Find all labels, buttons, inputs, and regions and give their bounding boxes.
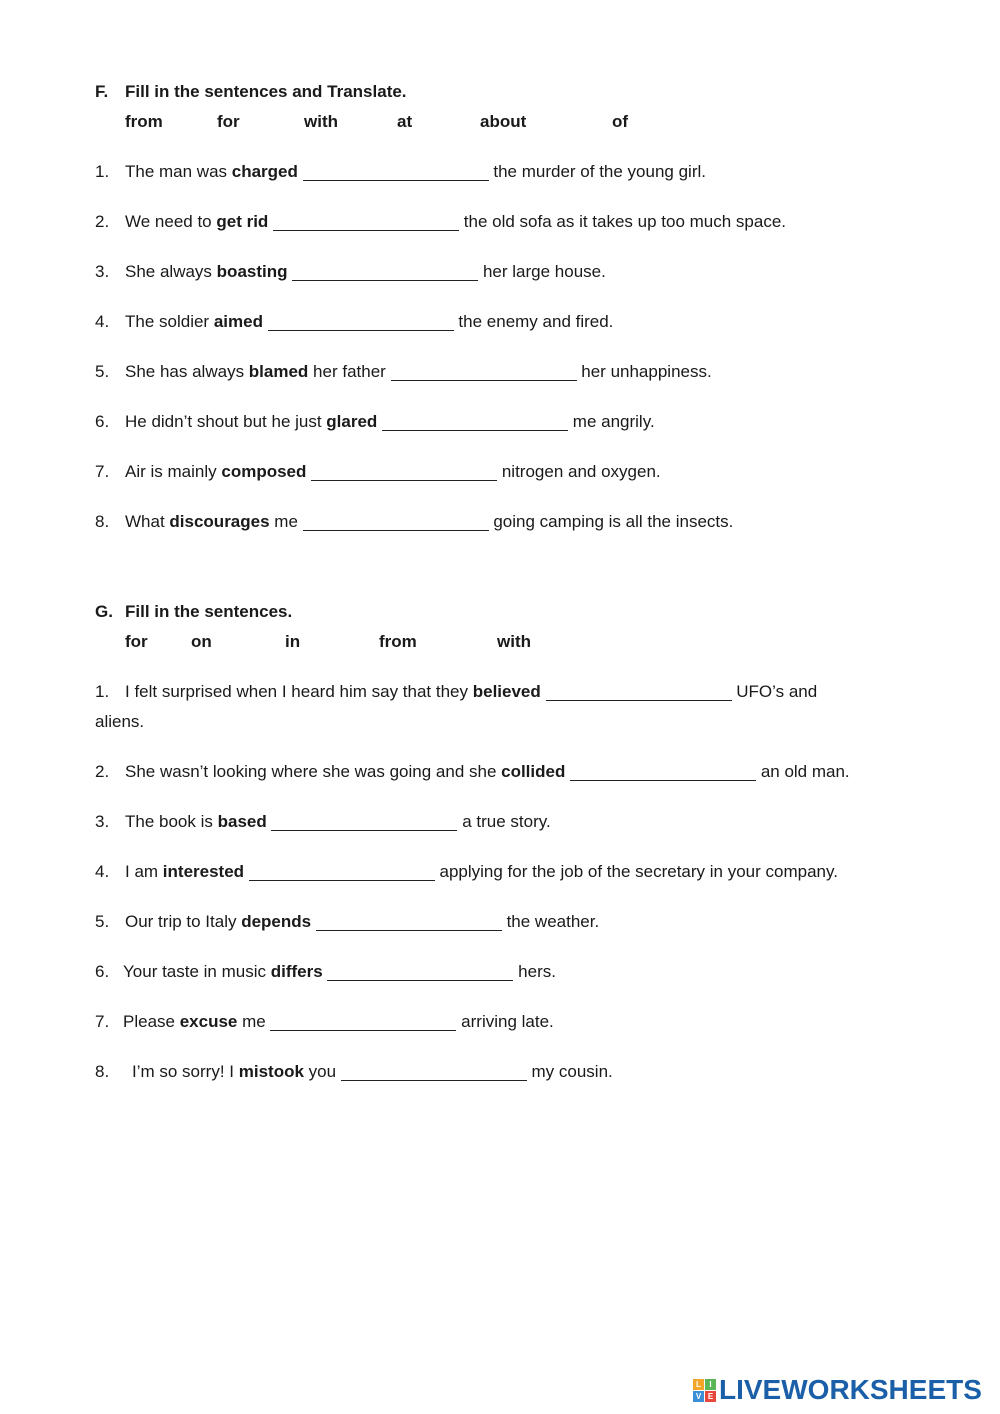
wordbank-word: in	[285, 632, 301, 651]
section-f-wordbank	[95, 111, 695, 133]
item-number: 7.	[95, 462, 110, 481]
answer-blank	[303, 511, 489, 533]
item-keyword: blamed	[248, 362, 309, 381]
answer-blank	[249, 861, 435, 883]
section-g-title	[95, 601, 292, 623]
answer-blank	[316, 911, 502, 933]
exercise-item	[95, 761, 850, 783]
item-text-after: the weather.	[501, 912, 600, 931]
item-keyword: glared	[326, 412, 378, 431]
answer-blank	[270, 1011, 456, 1033]
answer-blank	[327, 961, 513, 983]
answer-blank	[268, 311, 454, 333]
item-number: 8.	[95, 512, 110, 531]
logo-mark-letter: V	[693, 1391, 704, 1402]
item-text-before: Please	[123, 1012, 180, 1031]
exercise-item	[95, 961, 556, 983]
item-keyword: discourages	[169, 512, 270, 531]
item-text-after: the old sofa as it takes up too much space.	[459, 212, 787, 231]
item-text-after: applying for the job of the secretary in your company.	[434, 862, 838, 881]
item-number: 1.	[95, 162, 110, 181]
item-keyword: get rid	[216, 212, 269, 231]
exercise-item	[95, 161, 706, 183]
item-text-after: arriving late.	[456, 1012, 554, 1031]
exercise-item	[95, 1061, 613, 1083]
item-text-before: The book is	[125, 812, 218, 831]
exercise-item	[95, 911, 599, 933]
section-f-title-text: Fill in the sentences and Translate.	[125, 82, 407, 101]
answer-input[interactable]	[327, 962, 513, 981]
item-number: 2.	[95, 762, 110, 781]
section-g-letter: G.	[95, 602, 113, 621]
exercise-item	[95, 861, 838, 883]
exercise-item	[95, 361, 712, 383]
item-number: 3.	[95, 262, 110, 281]
item-text-after: hers.	[513, 962, 556, 981]
item-number: 3.	[95, 812, 110, 831]
wordbank-word: with	[304, 112, 338, 131]
answer-blank	[382, 411, 568, 433]
answer-input[interactable]	[271, 812, 457, 831]
answer-input[interactable]	[341, 1062, 527, 1081]
liveworksheets-logo	[693, 1376, 982, 1404]
item-keyword: collided	[501, 762, 566, 781]
item-text-before: She always	[125, 262, 217, 281]
exercise-item-continuation: aliens.	[95, 712, 145, 731]
wordbank-word: of	[612, 112, 629, 131]
answer-blank	[303, 161, 489, 183]
item-keyword: believed	[472, 682, 541, 701]
item-keyword: depends	[241, 912, 312, 931]
item-text-after: going camping is all the insects.	[488, 512, 734, 531]
section-g-title-text: Fill in the sentences.	[125, 602, 293, 621]
item-number: 7.	[95, 1012, 110, 1031]
exercise-item	[95, 811, 551, 833]
wordbank-word: at	[397, 112, 413, 131]
logo-mark-letter: L	[693, 1379, 704, 1390]
answer-input[interactable]	[316, 912, 502, 931]
item-text-after: UFO’s and	[731, 682, 818, 701]
answer-input[interactable]	[382, 412, 568, 431]
item-number: 4.	[95, 312, 110, 331]
item-text-middle: you	[303, 1062, 341, 1081]
item-keyword: boasting	[216, 262, 288, 281]
item-keyword: differs	[270, 962, 323, 981]
section-g-wordbank	[95, 631, 695, 653]
item-text-after: a true story.	[457, 812, 551, 831]
item-text-after: my cousin.	[526, 1062, 613, 1081]
answer-input[interactable]	[292, 262, 478, 281]
item-number: 6.	[95, 412, 110, 431]
item-number: 2.	[95, 212, 110, 231]
answer-blank	[391, 361, 577, 383]
answer-input[interactable]	[268, 312, 454, 331]
exercise-item	[95, 461, 661, 483]
item-text-after: the enemy and fired.	[453, 312, 614, 331]
item-text-middle: her father	[308, 362, 391, 381]
item-text-before: He didn’t shout but he just	[125, 412, 327, 431]
item-number: 5.	[95, 912, 110, 931]
item-text-after: the murder of the young girl.	[488, 162, 706, 181]
answer-input[interactable]	[270, 1012, 456, 1031]
item-text-after: me angrily.	[568, 412, 655, 431]
item-keyword: charged	[231, 162, 298, 181]
item-text-before: I felt surprised when I heard him say that they	[125, 682, 473, 701]
answer-blank	[341, 1061, 527, 1083]
exercise-item	[95, 411, 655, 433]
wordbank-word: from	[379, 632, 417, 651]
item-text-middle: me	[237, 1012, 271, 1031]
exercise-item	[95, 311, 613, 333]
item-text-before: I’m so sorry! I	[132, 1062, 239, 1081]
wordbank-word: from	[125, 112, 163, 131]
item-number: 4.	[95, 862, 110, 881]
wordbank-word: with	[497, 632, 531, 651]
item-text-after: her unhappiness.	[576, 362, 712, 381]
exercise-item	[95, 511, 733, 533]
answer-blank	[292, 261, 478, 283]
item-number: 1.	[95, 682, 110, 701]
item-text-before: Air is mainly	[125, 462, 222, 481]
answer-input[interactable]	[303, 512, 489, 531]
wordbank-word: about	[480, 112, 527, 131]
answer-blank	[570, 761, 756, 783]
logo-mark-icon	[693, 1379, 716, 1402]
answer-input[interactable]	[273, 212, 459, 231]
item-keyword: aimed	[213, 312, 263, 331]
exercise-item	[95, 681, 817, 703]
answer-input[interactable]	[391, 362, 577, 381]
item-text-before: The soldier	[125, 312, 214, 331]
item-text-after: nitrogen and oxygen.	[497, 462, 661, 481]
item-keyword: based	[217, 812, 267, 831]
answer-input[interactable]	[570, 762, 756, 781]
exercise-item	[95, 211, 786, 233]
item-keyword: mistook	[238, 1062, 304, 1081]
item-text-after: her large house.	[478, 262, 606, 281]
answer-blank	[546, 681, 732, 703]
item-text-before: Our trip to Italy	[125, 912, 242, 931]
logo-mark-letter: E	[705, 1391, 716, 1402]
exercise-item	[95, 261, 606, 283]
answer-input[interactable]	[303, 162, 489, 181]
logo-text: LIVEWORKSHEETS	[719, 1374, 982, 1405]
item-text-before: We need to	[125, 212, 217, 231]
item-text-before: She wasn’t looking where she was going and she	[125, 762, 502, 781]
answer-input[interactable]	[546, 682, 732, 701]
answer-blank	[273, 211, 459, 233]
item-keyword: interested	[162, 862, 245, 881]
logo-mark-letter: I	[705, 1379, 716, 1390]
answer-blank	[271, 811, 457, 833]
section-f-title	[95, 81, 407, 103]
wordbank-word: for	[125, 632, 148, 651]
answer-blank	[311, 461, 497, 483]
item-number: 5.	[95, 362, 110, 381]
answer-input[interactable]	[311, 462, 497, 481]
item-text-middle: me	[269, 512, 303, 531]
exercise-item	[95, 1011, 554, 1033]
wordbank-word: on	[191, 632, 212, 651]
item-keyword: composed	[221, 462, 307, 481]
item-keyword: excuse	[179, 1012, 238, 1031]
answer-input[interactable]	[249, 862, 435, 881]
item-number: 8.	[95, 1062, 110, 1081]
item-text-before: She has always	[125, 362, 249, 381]
wordbank-word: for	[217, 112, 240, 131]
item-text-after: an old man.	[756, 762, 850, 781]
item-text-before: The man was	[125, 162, 232, 181]
section-f-letter: F.	[95, 82, 109, 101]
item-number: 6.	[95, 962, 110, 981]
item-text-before: What	[125, 512, 170, 531]
item-text-before: I am	[125, 862, 163, 881]
item-text-before: Your taste in music	[123, 962, 271, 981]
